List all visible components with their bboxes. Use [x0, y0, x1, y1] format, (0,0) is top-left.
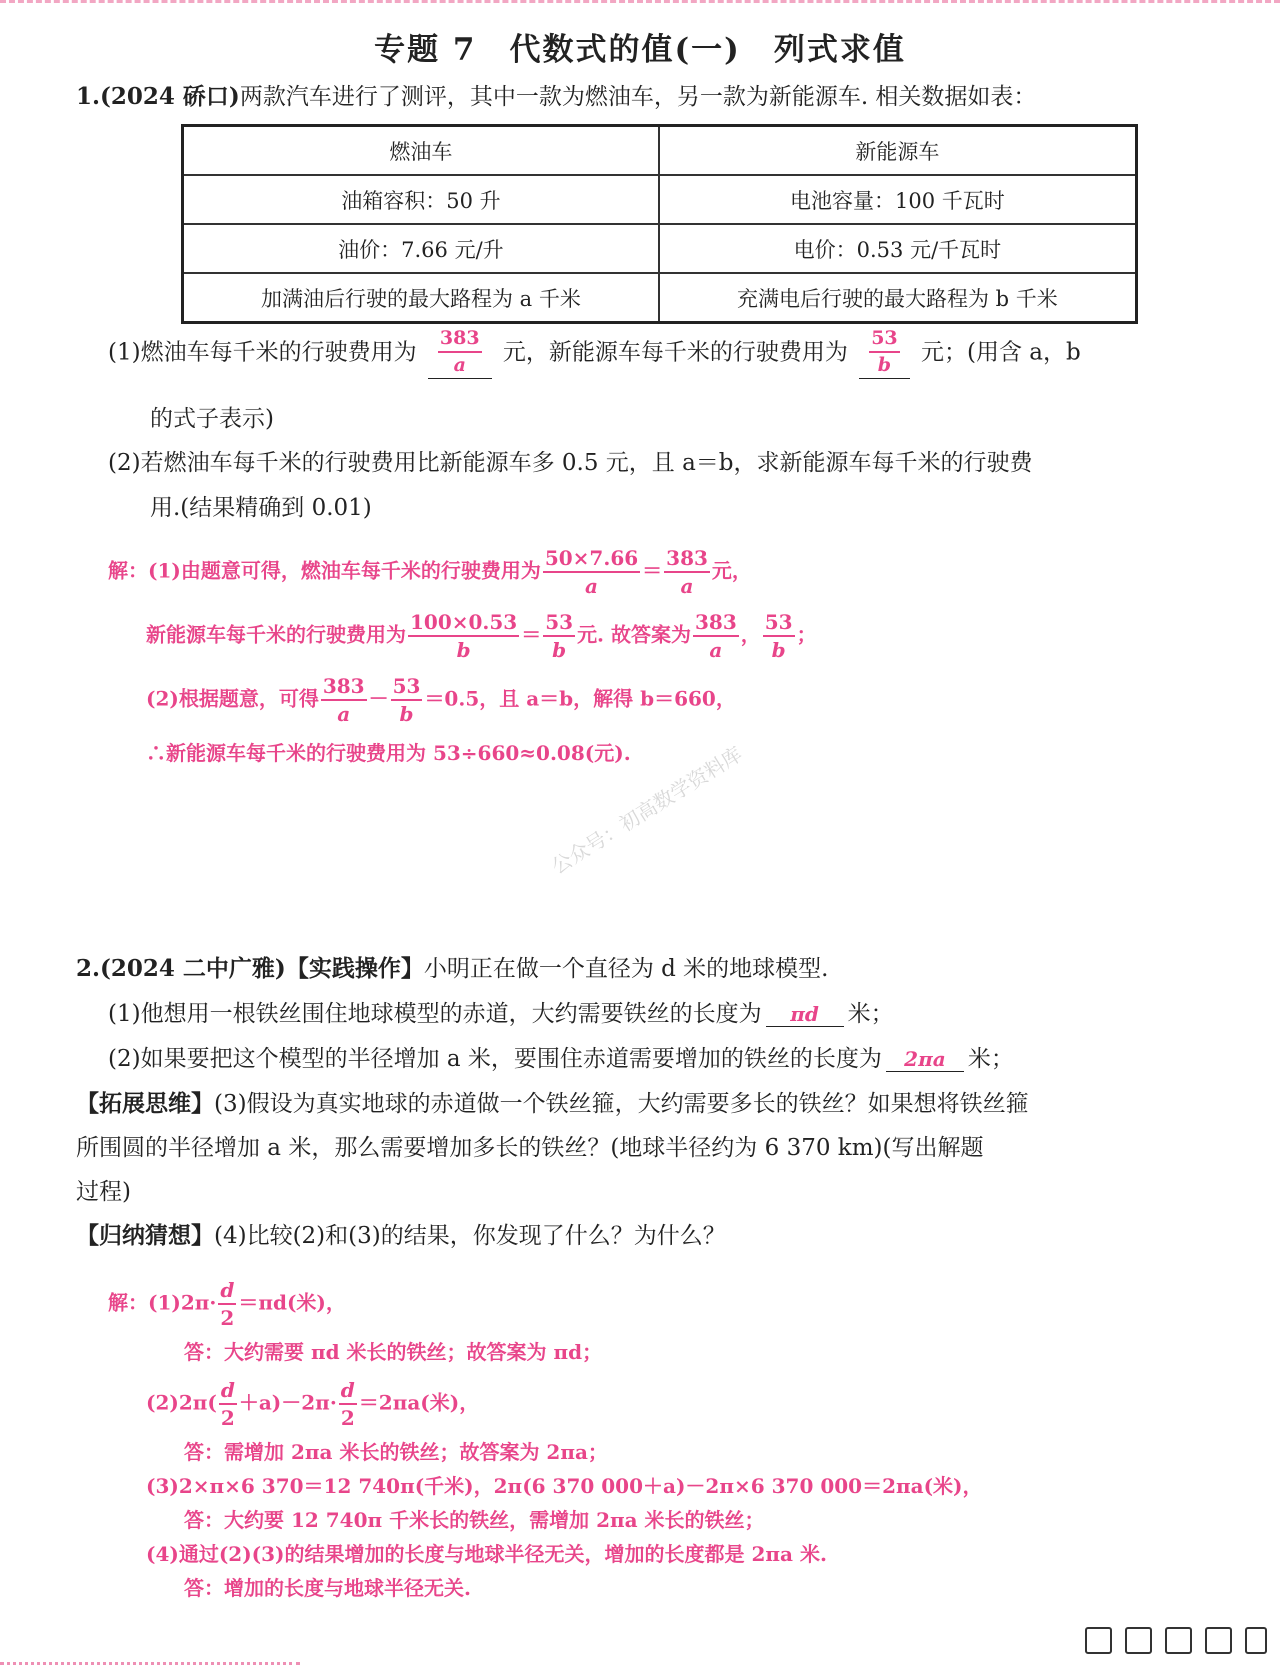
- q2-answer1-blank: πd: [766, 1002, 844, 1027]
- q2-part2: (2)如果要把这个模型的半径增加 a 米，要围住赤道需要增加的铁丝的长度为 2πa 米；: [108, 1046, 1014, 1072]
- corner-box-icon: [1085, 1627, 1112, 1654]
- q2-part3-cont: 所围圆的半径增加 a 米，那么需要增加多长的铁丝？(地球半径约为 6 370 km)(写出解题: [76, 1135, 984, 1161]
- q2-solution-line6: 答：大约要 12 740π 千米长的铁丝，需增加 2πa 米长的铁丝；: [184, 1508, 765, 1532]
- q2-solution-line2: 答：大约需要 πd 米长的铁丝；故答案为 πd；: [184, 1340, 603, 1364]
- q1-part2: (2)若燃油车每千米的行驶费用比新能源车多 0.5 元，且 a＝b，求新能源车每千米的行驶费: [108, 450, 1033, 476]
- table-cell: 电价：0.53 元/千瓦时: [659, 224, 1137, 273]
- q2-solution-line3: (2)2π( $\frac{d}{2}$ ＋a)－2π· $\frac{d}{2}$ ＝2πa(米)，: [146, 1378, 480, 1430]
- q1-part1: (1)燃油车每千米的行驶费用为 $\frac{383}{a}$ 元，新能源车每千米的行驶费用为 $\frac{53}{b}$ 元；(用含 a，b: [108, 328, 1081, 379]
- q1-answer2-blank: $\frac{53}{b}$: [859, 328, 909, 379]
- q2-part1: (1)他想用一根铁丝围住地球模型的赤道，大约需要铁丝的长度为 πd 米；: [108, 1001, 894, 1027]
- q2-tag-practice: 【实践操作】: [285, 955, 424, 982]
- table-header-cell: 燃油车: [183, 126, 659, 176]
- q2-tag-induce: 【归纳猜想】: [76, 1222, 214, 1249]
- q2-solution-line7: (4)通过(2)(3)的结果增加的长度与地球半径无关，增加的长度都是 2πa 米.: [146, 1542, 827, 1566]
- table-cell: 加满油后行驶的最大路程为 a 千米: [183, 273, 659, 323]
- q2-solution-line5: (3)2×π×6 370＝12 740π(千米)，2π(6 370 000＋a)－2π×6 370 000＝2πa(米)，: [146, 1474, 983, 1498]
- q2-solution-line8: 答：增加的长度与地球半径无关.: [184, 1576, 471, 1600]
- q1-answer1-blank: $\frac{383}{a}$: [428, 328, 492, 379]
- q1-solution-line3: (2)根据题意，可得 $\frac{383}{a}$ － $\frac{53}{b}$ ＝0.5，且 a＝b，解得 b＝660，: [146, 674, 736, 726]
- table-cell: 油箱容积：50 升: [183, 175, 659, 224]
- q1-solution-line4: ∴新能源车每千米的行驶费用为 53÷660≈0.08(元).: [146, 741, 631, 765]
- q2-stem: 2.(2024 二中广雅)【实践操作】小明正在做一个直径为 d 米的地球模型.: [76, 955, 829, 982]
- watermark: 公众号：初高数学资料库: [547, 741, 747, 879]
- table-cell: 油价：7.66 元/升: [183, 224, 659, 273]
- q2-part3: 【拓展思维】(3)假设为真实地球的赤道做一个铁丝箍，大约需要多长的铁丝？如果想将铁丝箍: [76, 1090, 1029, 1117]
- q2-part4: 【归纳猜想】(4)比较(2)和(3)的结果，你发现了什么？为什么？: [76, 1222, 726, 1249]
- q1-part1-cont: 的式子表示): [150, 406, 274, 432]
- table-row: [183, 126, 1137, 176]
- table-row: [183, 273, 1137, 323]
- page-title: 专题 7 代数式的值(一) 列式求值: [374, 32, 906, 68]
- q2-answer2-blank: 2πa: [886, 1047, 964, 1072]
- q1-part2-cont: 用.(结果精确到 0.01): [150, 495, 372, 521]
- q1-solution-line1: 解：(1)由题意可得，燃油车每千米的行驶费用为 $\frac{50\times 7.66}{a}$ ＝ $\frac{383}{a}$ 元，: [108, 546, 752, 598]
- top-decor-line: [0, 0, 1280, 9]
- q1-stem: [76, 78, 1036, 111]
- corner-box-icon: [1205, 1627, 1232, 1654]
- q1-data-table: [181, 124, 1138, 324]
- table-cell: 充满电后行驶的最大路程为 b 千米: [659, 273, 1137, 323]
- q1-source: (2024 硚口): [100, 83, 240, 110]
- table-header-cell: 新能源车: [659, 126, 1137, 176]
- bottom-decor-line: [0, 1662, 300, 1665]
- q1-solution-line2: 新能源车每千米的行驶费用为 $\frac{100\times 0.53}{b}$ ＝ $\frac{53}{b}$ 元. 故答案为 $\frac{383}{a}$ ， $\frac{53}{b}$ ；: [146, 610, 817, 662]
- q2-tag-extend: 【拓展思维】: [76, 1090, 214, 1117]
- table-row: [183, 175, 1137, 224]
- q2-solution-line4: 答：需增加 2πa 米长的铁丝；故答案为 2πa；: [184, 1440, 608, 1464]
- corner-box-icon: [1125, 1627, 1152, 1654]
- table-cell: 电池容量：100 千瓦时: [659, 175, 1137, 224]
- q1-number: 1.: [76, 83, 101, 110]
- corner-box-icon: [1245, 1627, 1267, 1654]
- q2-part3-cont2: 过程): [76, 1179, 131, 1205]
- q1-text: 两款汽车进行了测评，其中一款为燃油车，另一款为新能源车. 相关数据如表：: [239, 84, 1037, 110]
- q2-solution-line1: 解：(1)2π· $\frac{d}{2}$ ＝πd(米)，: [108, 1278, 346, 1330]
- table-row: [183, 224, 1137, 273]
- corner-box-icon: [1165, 1627, 1192, 1654]
